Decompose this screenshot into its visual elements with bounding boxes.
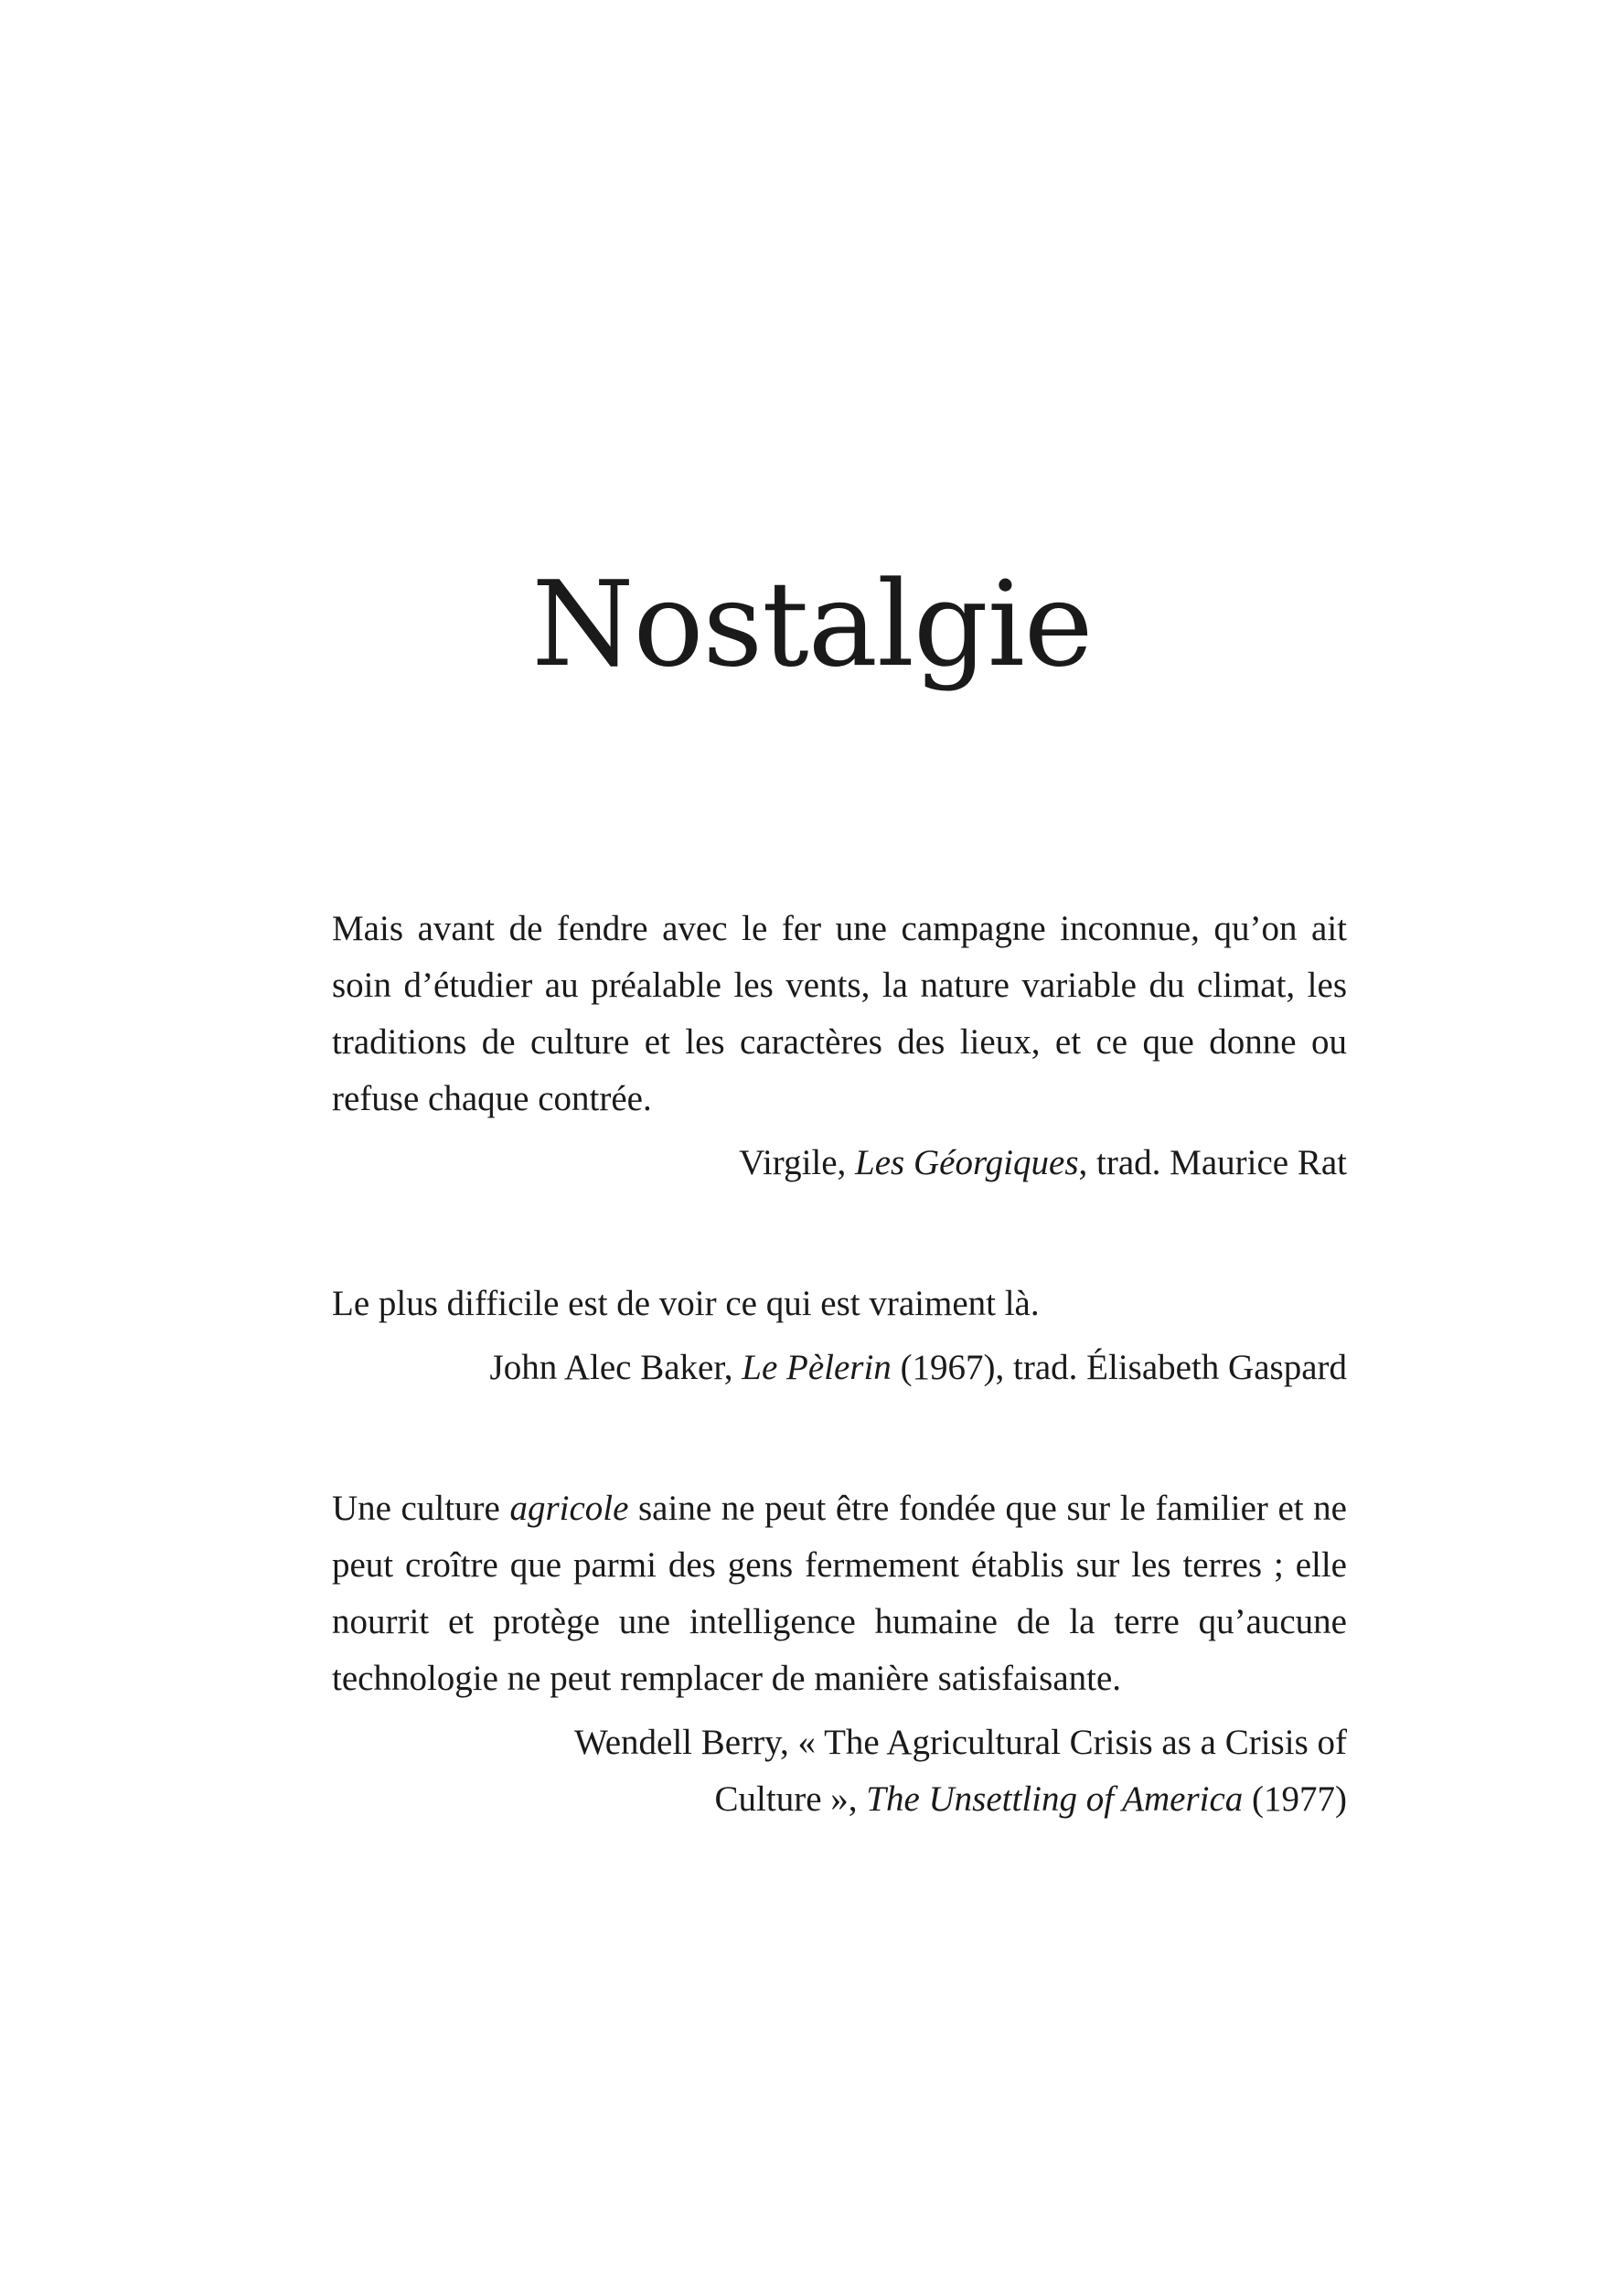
attribution-work: The Unsettling of America (866, 1779, 1244, 1819)
attribution-author: Culture », (714, 1779, 867, 1819)
attribution-details: , trad. Maurice Rat (1078, 1143, 1347, 1182)
attribution-work: Le Pèlerin (742, 1348, 892, 1387)
epigraph-quote: Le plus difficile est de voir ce qui est vraiment là. (332, 1284, 1040, 1323)
quote-text: Une culture (332, 1489, 510, 1528)
epigraph-baker (332, 1276, 1347, 1396)
attribution-details: (1977) (1243, 1779, 1347, 1819)
attribution-author: Virgile, (739, 1143, 856, 1182)
epigraph-attribution (332, 1714, 1347, 1828)
epigraph-attribution (332, 1340, 1347, 1396)
epigraphs (332, 901, 1347, 1828)
epigraph-virgile (332, 901, 1347, 1191)
attribution-author: John Alec Baker, (489, 1348, 743, 1387)
attribution-details: (1967), trad. Élisabeth Gaspard (891, 1348, 1347, 1387)
attribution-line-1: Wendell Berry, « The Agricultural Crisis as a Crisis of (574, 1723, 1347, 1762)
attribution-work: Les Géorgiques (855, 1143, 1079, 1182)
epigraph-attribution (332, 1135, 1347, 1191)
epigraph-quote (332, 1480, 1347, 1707)
epigraph-berry (332, 1480, 1347, 1828)
page-title: Nostalgie (531, 557, 1093, 693)
quote-emphasis: agricole (509, 1489, 629, 1528)
epigraph-quote: Mais avant de fendre avec le fer une campagne inconnue, qu’on ait soin d’étudier au préalable les vents, la nature variable du climat, les traditions de culture et les caractères des lieux, et ce que donne ou refuse chaque contrée. (332, 909, 1347, 1118)
quote-text: saine ne peut être fondée que sur le familier et ne peut croître que parmi des gens fermement établis sur les terres ; elle nourrit et protège une intelligence humaine de la terre qu’aucune technologie ne peut remplacer de manière satisfaisante. (332, 1489, 1347, 1698)
